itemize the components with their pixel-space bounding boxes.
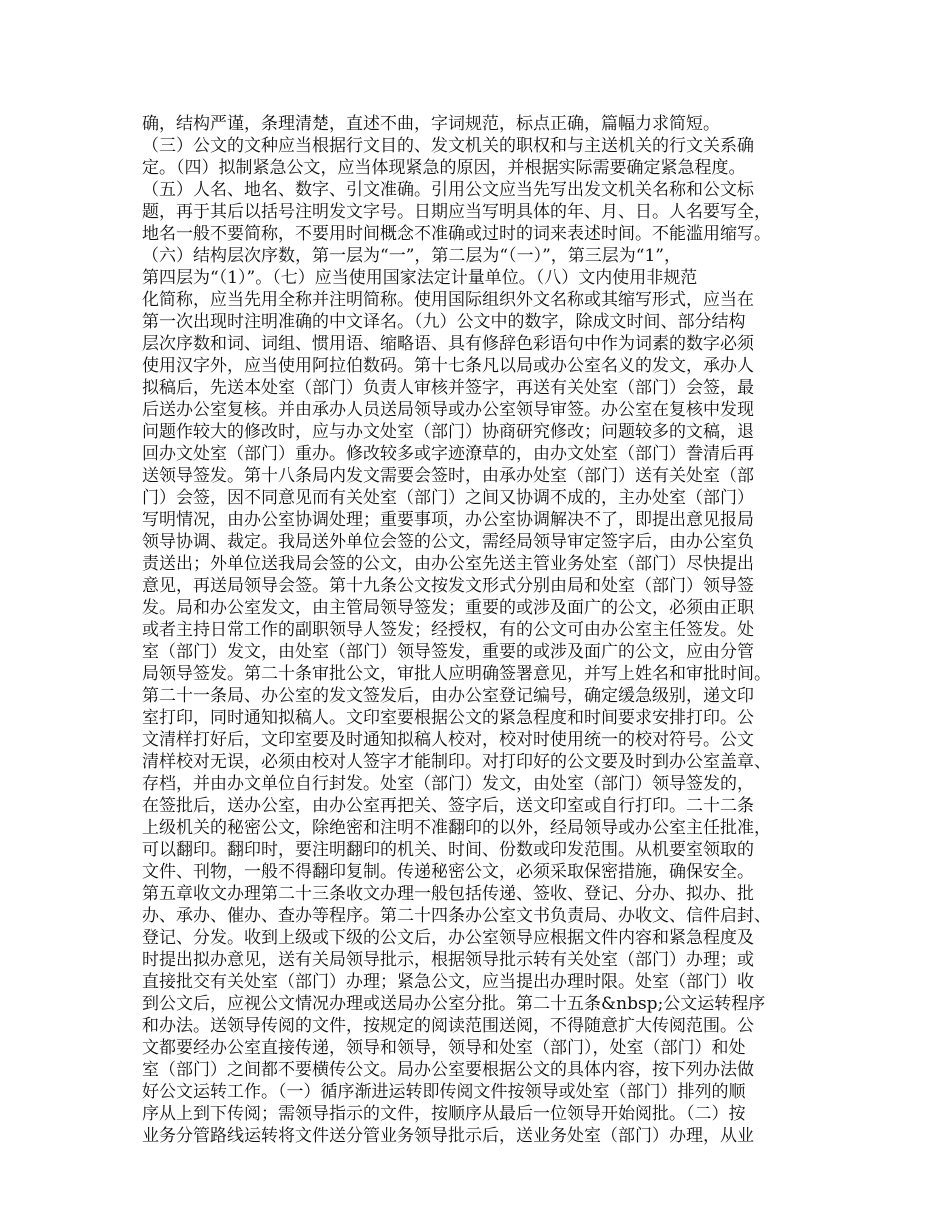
text-line: 回办文处室（部门）重办。修改较多或字迹潦草的，由办文处室（部门）誊清后再 (142, 444, 754, 464)
text-line: 写明情况，由办公室协调处理；重要事项，办公室协调解决不了，即提出意见报局 (142, 510, 754, 530)
text-line: 在签批后，送办公室，由办公室再把关、签字后，送文印室或自行打印。二十二条 (142, 796, 754, 816)
text-line: 使用汉字外，应当使用阿拉伯数码。第十七条凡以局或办公室名义的发文，承办人 (142, 356, 754, 376)
text-line: 第四层为“（1）”。（七）应当使用国家法定计量单位。（八）文内使用非规范 (142, 268, 698, 288)
text-line: 后送办公室复核。并由承办人员送局领导或办公室领导审签。办公室在复核中发现 (142, 400, 754, 420)
text-line: 第五章收文办理第二十三条收文办理一般包括传递、签收、登记、分办、拟办、批 (142, 884, 754, 904)
text-line: 直接批交有关处室（部门）办理；紧急公文，应当提出办理时限。处室（部门）收 (142, 972, 754, 992)
text-line: 局领导签发。第二十条审批公文，审批人应明确签署意见，并写上姓名和审批时间。 (142, 664, 771, 684)
text-line: 办、承办、催办、查办等程序。第二十四条办公室文书负责局、办收文、信件启封、 (142, 906, 771, 926)
text-line: 题，再于其后以括号注明发文字号。日期应当写明具体的年、月、日。人名要写全， (142, 202, 771, 222)
text-line: 到公文后，应视公文情况办理或送局办公室分批。第二十五条&nbsp;公文运转程序 (142, 994, 766, 1014)
text-line: 好公文运转工作。（一）循序渐进运转即传阅文件按领导或处室（部门）排列的顺 (142, 1082, 746, 1102)
text-line: 地名一般不要简称，不要用时间概念不准确或过时的词来表述时间。不能滥用缩写。 (142, 224, 771, 244)
text-line: 发。局和办公室发文，由主管局领导签发；重要的或涉及面广的公文，必须由正职 (142, 598, 754, 618)
text-line: 第一次出现时注明准确的中文译名。（九）公文中的数字，除成文时间、部分结构 (142, 312, 746, 332)
text-line: 室（部门）发文，由处室（部门）领导签发，重要的或涉及面广的公文，应由分管 (142, 642, 754, 662)
text-line: 时提出拟办意见，送有关局领导批示，根据领导批示转有关处室（部门）办理；或 (142, 950, 754, 970)
text-line: 确，结构严谨，条理清楚，直述不曲，字词规范，标点正确，篇幅力求简短。 (142, 114, 720, 134)
document-body-text (142, 113, 832, 1147)
text-line: 或者主持日常工作的副职领导人签发；经授权，有的公文可由办公室主任签发。处 (142, 620, 754, 640)
text-line: 层次序数和词、词组、惯用语、缩略语、具有修辞色彩语句中作为词素的数字必须 (142, 334, 754, 354)
text-line: （五）人名、地名、数字、引文准确。引用公文应当先写出发文机关名称和公文标 (142, 180, 754, 200)
text-line: 室打印，同时通知拟稿人。文印室要根据公文的紧急程度和时间要求安排打印。公 (142, 708, 754, 728)
text-line: 文清样打好后，文印室要及时通知拟稿人校对，校对时使用统一的校对符号。公文 (142, 730, 754, 750)
text-line: 和办法。送领导传阅的文件，按规定的阅读范围送阅，不得随意扩大传阅范围。公 (142, 1016, 754, 1036)
text-line: 拟稿后，先送本处室（部门）负责人审核并签字，再送有关处室（部门）会签，最 (142, 378, 754, 398)
text-line: （六）结构层次序数，第一层为“一”，第二层为“（一）”，第三层为“1”， (142, 246, 681, 266)
text-line: 责送出；外单位送我局会签的公文，由办公室先送主管业务处室（部门）尽快提出 (142, 554, 754, 574)
text-line: 化简称，应当先用全称并注明简称。使用国际组织外文名称或其缩写形式，应当在 (142, 290, 754, 310)
text-line: 门）会签，因不同意见而有关处室（部门）之间又协调不成的，主办处室（部门） (142, 488, 754, 508)
text-line: 可以翻印。翻印时，要注明翻印的机关、时间、份数或印发范围。从机要室领取的 (142, 840, 754, 860)
text-line: 室（部门）之间都不要横传公文。局办公室要根据公文的具体内容，按下列办法做 (142, 1060, 754, 1080)
text-line: 文件、刊物，一般不得翻印复制。传递秘密公文，必须采取保密措施，确保安全。 (142, 862, 754, 882)
text-line: 文都要经办公室直接传递，领导和领导，领导和处室（部门），处室（部门）和处 (142, 1038, 746, 1058)
text-line: 存档，并由办文单位自行封发。处室（部门）发文，由处室（部门）领导签发的， (142, 774, 754, 794)
text-line: 登记、分发。收到上级或下级的公文后，办公室领导应根据文件内容和紧急程度及 (142, 928, 754, 948)
text-line: 定。（四）拟制紧急公文，应当体现紧急的原因，并根据实际需要确定紧急程度。 (142, 158, 746, 178)
text-line: 序从上到下传阅；需领导指示的文件，按顺序从最后一位领导开始阅批。（二）按 (142, 1104, 746, 1124)
text-line: 业务分管路线运转将文件送分管业务领导批示后，送业务处室（部门）办理，从业 (142, 1126, 754, 1146)
text-line: 清样校对无误，必须由校对人签字才能制印。对打印好的公文要及时到办公室盖章、 (142, 752, 771, 772)
text-line: 送领导签发。第十八条局内发文需要会签时，由承办处室（部门）送有关处室（部 (142, 466, 754, 486)
text-line: 领导协调、裁定。我局送外单位会签的公文，需经局领导审定签字后，由办公室负 (142, 532, 754, 552)
text-line: 第二十一条局、办公室的发文签发后，由办公室登记编号，确定缓急级别，递文印 (142, 686, 754, 706)
text-line: 问题作较大的修改时，应与办文处室（部门）协商研究修改；问题较多的文稿，退 (142, 422, 754, 442)
text-line: （三）公文的文种应当根据行文目的、发文机关的职权和与主送机关的行文关系确 (142, 136, 754, 156)
text-line: 意见，再送局领导会签。第十九条公文按发文形式分别由局和处室（部门）领导签 (142, 576, 754, 596)
text-line: 上级机关的秘密公文，除绝密和注明不准翻印的以外，经局领导或办公室主任批准， (142, 818, 771, 838)
